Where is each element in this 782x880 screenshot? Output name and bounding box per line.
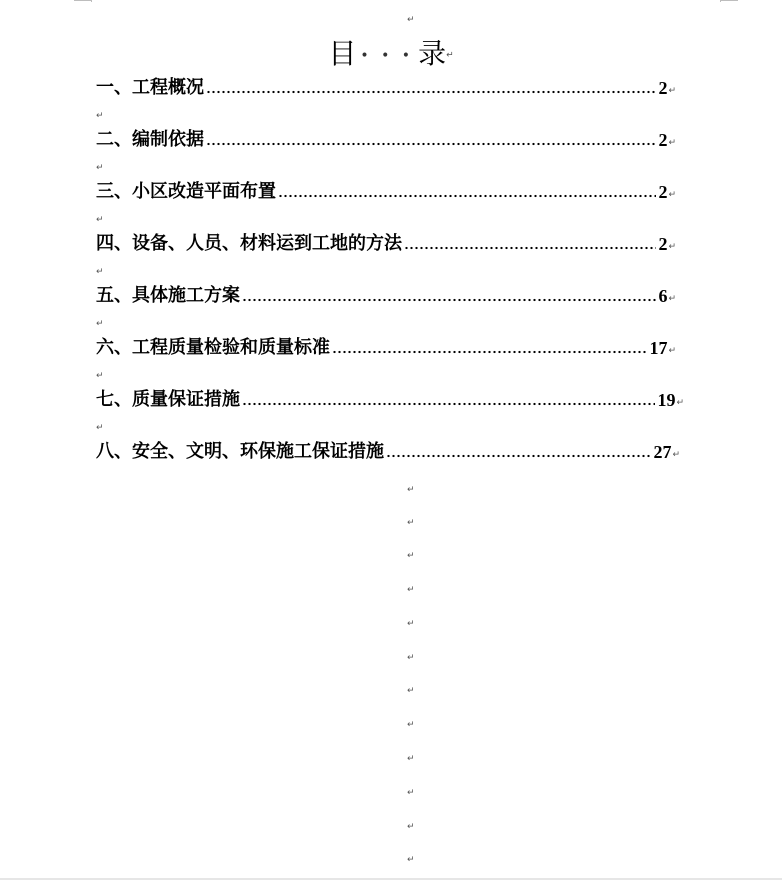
paragraph-mark-icon: ↵ <box>407 822 415 832</box>
toc-entry-label: 一、工程概况 <box>96 77 204 98</box>
paragraph-mark-icon: ↵ <box>96 371 104 381</box>
toc-leader-dots <box>404 246 656 250</box>
paragraph-mark-icon: ↵ <box>668 138 676 148</box>
paragraph-mark-icon: ↵ <box>96 423 104 433</box>
paragraph-mark-icon: ↵ <box>96 267 104 277</box>
paragraph-mark-icon: ↵ <box>668 294 676 304</box>
paragraph-mark-icon: ↵ <box>676 398 684 408</box>
paragraph-mark-icon: ↵ <box>407 788 415 798</box>
toc-leader-dots <box>278 194 656 198</box>
paragraph-mark-icon: ↵ <box>407 551 415 561</box>
toc-entry-page: 2 <box>658 130 668 150</box>
toc-entry[interactable] <box>96 77 676 99</box>
paragraph-mark-icon: ↵ <box>446 50 454 61</box>
toc-entry-label: 四、设备、人员、材料运到工地的方法 <box>96 233 402 254</box>
toc-entry[interactable] <box>96 233 676 255</box>
paragraph-mark-icon: ↵ <box>407 518 415 528</box>
paragraph-mark-icon: ↵ <box>96 111 104 121</box>
title-left: 目 <box>328 37 357 70</box>
toc-entry-label: 五、具体施工方案 <box>96 285 240 306</box>
paragraph-mark-icon: ↵ <box>668 346 676 356</box>
paragraph-mark-icon: ↵ <box>96 215 104 225</box>
title-dots: • • • <box>360 47 415 64</box>
paragraph-mark-icon: ↵ <box>407 15 415 25</box>
page-corner-mark-right <box>720 0 738 1</box>
toc-entry-page: 2 <box>658 182 668 202</box>
toc-entry[interactable] <box>96 285 676 307</box>
toc-leader-dots <box>386 454 651 458</box>
toc-entry-page: 2 <box>658 78 668 98</box>
toc-entry-label: 三、小区改造平面布置 <box>96 181 276 202</box>
toc-entry-page: 27 <box>653 442 672 462</box>
paragraph-mark-icon: ↵ <box>96 319 104 329</box>
toc-leader-dots <box>332 350 647 354</box>
toc-entry-label: 七、质量保证措施 <box>96 389 240 410</box>
paragraph-mark-icon: ↵ <box>96 163 104 173</box>
toc-entry[interactable] <box>96 129 676 151</box>
toc-entry-page: 2 <box>658 234 668 254</box>
toc-entry[interactable] <box>96 181 676 203</box>
paragraph-mark-icon: ↵ <box>668 190 676 200</box>
toc-leader-dots <box>242 298 656 302</box>
toc-entry[interactable] <box>96 337 676 359</box>
paragraph-mark-icon: ↵ <box>407 585 415 595</box>
toc-entry-page: 17 <box>649 338 668 358</box>
toc-entry-label: 八、安全、文明、环保施工保证措施 <box>96 441 384 462</box>
toc-entry-label: 六、工程质量检验和质量标准 <box>96 337 330 358</box>
paragraph-mark-icon: ↵ <box>407 754 415 764</box>
toc-entry[interactable] <box>96 389 684 411</box>
paragraph-mark-icon: ↵ <box>407 653 415 663</box>
paragraph-mark-icon: ↵ <box>668 242 676 252</box>
paragraph-mark-icon: ↵ <box>407 686 415 696</box>
paragraph-mark-icon: ↵ <box>407 720 415 730</box>
page-corner-mark-left <box>74 0 92 1</box>
toc-entry-page: 19 <box>657 390 676 410</box>
toc-leader-dots <box>242 402 655 406</box>
paragraph-mark-icon: ↵ <box>668 86 676 96</box>
toc-entry-label: 二、编制依据 <box>96 129 204 150</box>
toc-entry-page: 6 <box>658 286 668 306</box>
paragraph-mark-icon: ↵ <box>672 450 680 460</box>
paragraph-mark-icon: ↵ <box>407 855 415 865</box>
toc-leader-dots <box>206 90 656 94</box>
paragraph-mark-icon: ↵ <box>407 619 415 629</box>
toc-leader-dots <box>206 142 656 146</box>
page-title <box>0 34 782 76</box>
title-right: 录 <box>418 37 447 70</box>
toc-entry[interactable] <box>96 441 680 463</box>
paragraph-mark-icon: ↵ <box>407 485 415 495</box>
